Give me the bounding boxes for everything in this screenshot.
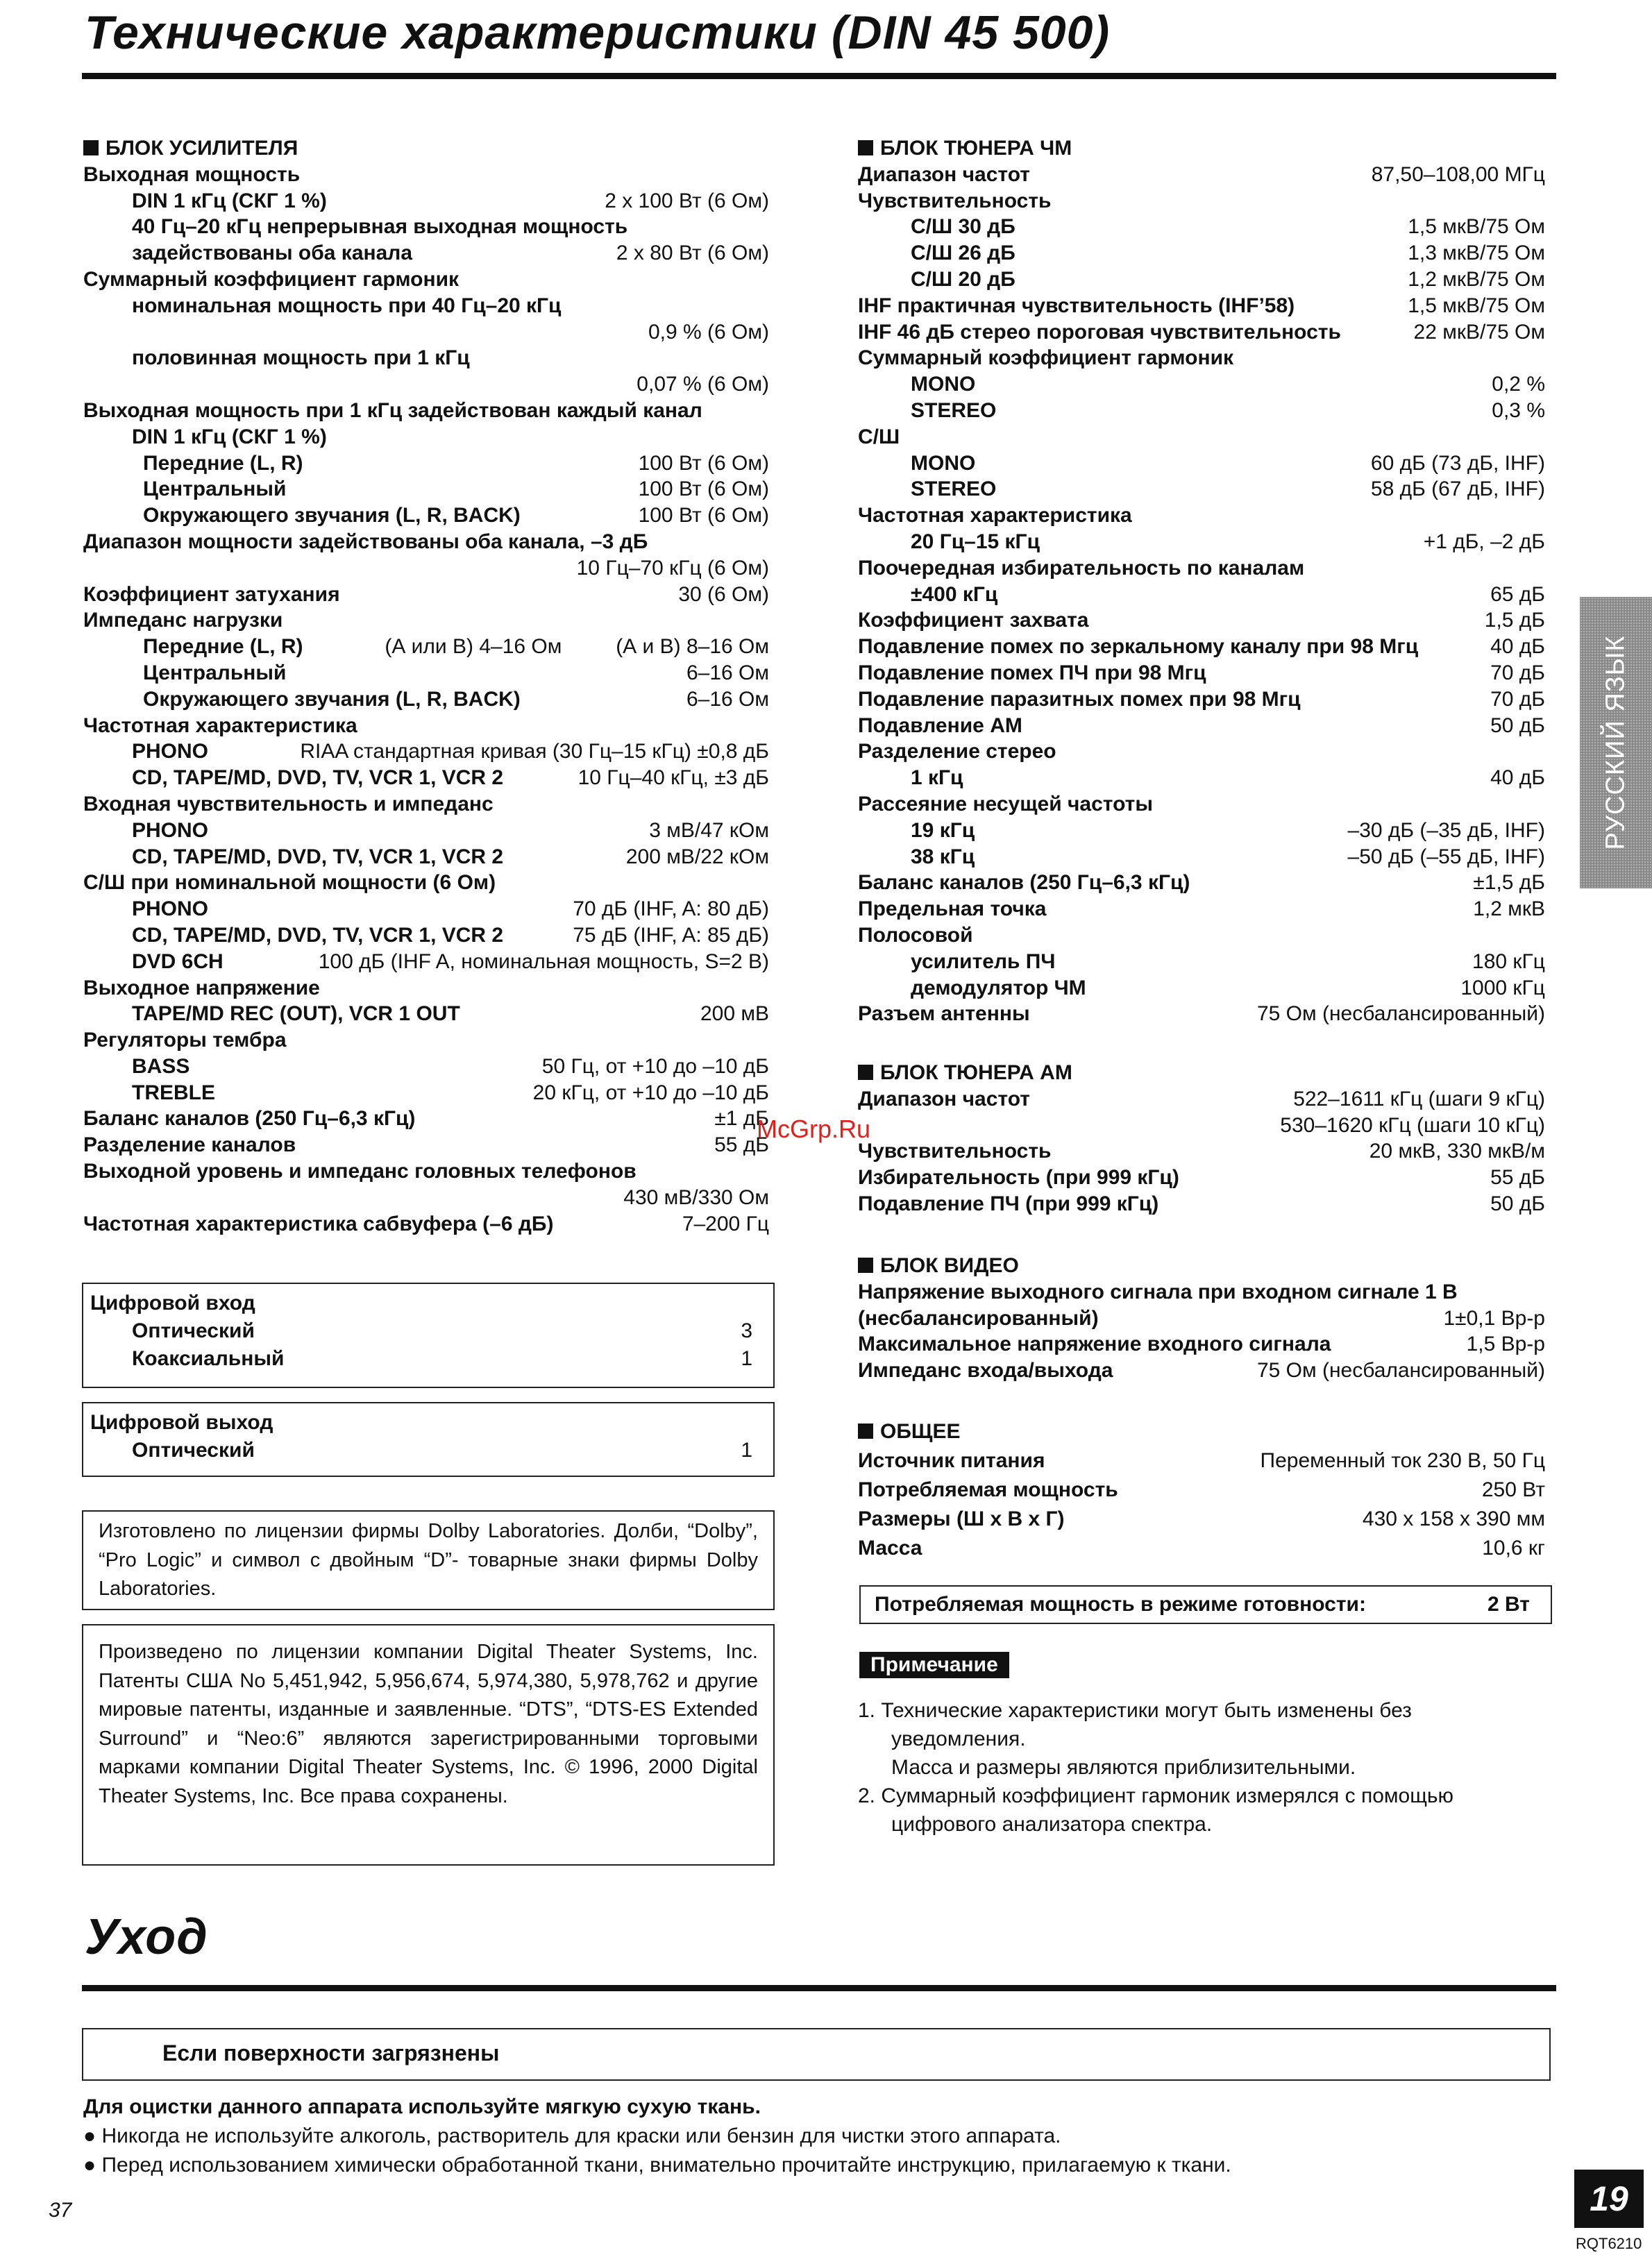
general-heading: ОБЩЕЕ (858, 1417, 1545, 1446)
bullet-square-icon (858, 1065, 873, 1080)
spec-line: Диапазон мощности задействованы оба канала, –3 дБ (83, 530, 648, 553)
care-box-title: Если поверхности загрязнены (162, 2041, 500, 2066)
spec-line: 40 Гц–20 кГц непрерывная выходная мощность (132, 215, 628, 239)
note-item: Масса и размеры являются приблизительными. (891, 1756, 1356, 1779)
spec-row: С/Ш 20 дБ 1,2 мкВ/75 Ом (911, 267, 1545, 291)
spec-line: Частотная характеристика (83, 713, 357, 737)
spec-row: PHONO 70 дБ (IHF, A: 80 дБ) (132, 897, 769, 921)
spec-row: 1 кГц 40 дБ (911, 766, 1545, 790)
am-heading: БЛОК ТЮНЕРА AM (858, 1060, 1545, 1086)
spec-row: Источник питания Переменный ток 230 В, 50 Гц (858, 1449, 1545, 1472)
video-heading: БЛОК ВИДЕО (858, 1253, 1545, 1279)
spec-row: Коэффициент затухания 30 (6 Ом) (83, 582, 769, 606)
spec-row: Частотная характеристика сабвуфера (–6 дБ) 7–200 Гц (83, 1212, 769, 1235)
spec-row: STEREO 58 дБ (67 дБ, IHF) (911, 478, 1545, 501)
notes-list (858, 1696, 1552, 1839)
am-tuner-section (858, 1060, 1545, 1217)
spec-row: PHONO RIAA стандартная кривая (30 Гц–15 кГц) ±0,8 дБ (132, 740, 769, 763)
fm-tuner-section (858, 135, 1545, 1027)
spec-row: задействованы оба канала 2 x 80 Вт (6 Ом) (132, 242, 769, 265)
bullet-square-icon (858, 1424, 873, 1439)
spec-row: Оптический 3 (132, 1319, 752, 1342)
spec-row: Окружающего звучания (L, R, BACK) 100 Вт (6 Ом) (143, 504, 769, 527)
spec-line: Выходная мощность (83, 162, 301, 186)
bullet-square-icon (83, 140, 99, 155)
spec-row: Максимальное напряжение входного сигнала 1,5 Вр-р (858, 1333, 1545, 1356)
spec-row: Коэффициент захвата 1,5 дБ (858, 609, 1545, 632)
spec-row: DVD 6CH 100 дБ (IHF A, номинальная мощность, S=2 В) (132, 949, 769, 973)
fm-heading: БЛОК ТЮНЕРА ЧМ (858, 135, 1545, 162)
bullet-dot-icon: ● (83, 2154, 102, 2177)
spec-line: номинальная мощность при 40 Гц–20 кГц (132, 294, 562, 317)
spec-line: Входная чувствительность и импеданс (83, 792, 494, 816)
care-rule (82, 1985, 1556, 1991)
spec-row: Баланс каналов (250 Гц–6,3 кГц) ±1 дБ (83, 1107, 769, 1131)
bullet-square-icon (858, 140, 873, 155)
note-item: уведомления. (891, 1727, 1026, 1750)
care-text (83, 2093, 1555, 2180)
spec-row: PHONO 3 мВ/47 кОм (132, 818, 769, 842)
spec-row: MONO 60 дБ (73 дБ, IHF) (911, 451, 1545, 475)
title-rule (82, 73, 1556, 79)
spec-row: BASS 50 Гц, от +10 до –10 дБ (132, 1054, 769, 1078)
spec-line: С/Ш при номинальной мощности (6 Ом) (83, 871, 496, 895)
bullet-square-icon (858, 1258, 873, 1273)
spec-row: (несбалансированный) 1±0,1 Вр-р (858, 1306, 1545, 1330)
spec-row: Разъем антенны 75 Ом (несбалансированный) (858, 1002, 1545, 1026)
spec-row: Потребляемая мощность 250 Вт (858, 1478, 1545, 1501)
spec-row: MONO 0,2 % (911, 373, 1545, 396)
spec-value: 0,07 % (6 Ом) (637, 373, 769, 396)
digital-input-box (82, 1283, 775, 1388)
note-item: цифрового анализатора спектра. (891, 1813, 1213, 1836)
spec-row: Передние (L, R) (А или В) 4–16 Ом (А и В) 8–16 Ом (143, 635, 769, 659)
spec-line: С/Ш (858, 425, 900, 448)
spec-row: CD, TAPE/MD, DVD, TV, VCR 1, VCR 2 75 дБ (IHF, A: 85 дБ) (132, 923, 769, 947)
spec-line: Частотная характеристика (858, 504, 1132, 527)
amplifier-section (83, 135, 769, 1237)
spec-line: Импеданс нагрузки (83, 609, 283, 632)
spec-line: Суммарный коэффициент гармоник (858, 346, 1234, 370)
spec-value: 10 Гц–70 кГц (6 Ом) (576, 556, 769, 580)
spec-row: Чувствительность 20 мкВ, 330 мкВ/м (858, 1140, 1545, 1163)
spec-row: Подавление помех по зеркальному каналу при 98 Мгц 40 дБ (858, 635, 1545, 659)
document-code: RQT6210 (1576, 2235, 1642, 2252)
spec-row: Баланс каналов (250 Гц–6,3 кГц) ±1,5 дБ (858, 871, 1545, 895)
spec-row: Оптический 1 (132, 1439, 752, 1462)
amplifier-heading: БЛОК УСИЛИТЕЛЯ (83, 135, 769, 162)
box-title: Цифровой вход (90, 1292, 255, 1315)
spec-row: Диапазон частот 87,50–108,00 МГц (858, 162, 1545, 186)
spec-row: С/Ш 26 дБ 1,3 мкВ/75 Ом (911, 242, 1545, 265)
spec-row: Подавление помех ПЧ при 98 Мгц 70 дБ (858, 661, 1545, 684)
spec-value: 430 мВ/330 Ом (623, 1185, 769, 1209)
spec-row: 20 Гц–15 кГц +1 дБ, –2 дБ (911, 530, 1545, 553)
spec-row: CD, TAPE/MD, DVD, TV, VCR 1, VCR 2 200 мВ/22 кОм (132, 845, 769, 868)
spec-line: Суммарный коэффициент гармоник (83, 267, 460, 291)
spec-row: Потребляемая мощность в режиме готовности: 2 Вт (875, 1593, 1530, 1616)
spec-line: Напряжение выходного сигнала при входном сигнале 1 В (858, 1280, 1458, 1303)
spec-row: Импеданс входа/выхода 75 Ом (несбалансированный) (858, 1359, 1545, 1383)
spec-line: Разделение стерео (858, 740, 1056, 763)
page-number-right: 19 (1574, 2170, 1644, 2228)
spec-row: Окружающего звучания (L, R, BACK) 6–16 Ом (143, 687, 769, 711)
spec-row: Центральный 6–16 Ом (143, 661, 769, 684)
page-number-left: 37 (49, 2199, 72, 2222)
spec-row: Диапазон частот 522–1611 кГц (шаги 9 кГц) (858, 1087, 1545, 1110)
digital-output-box (82, 1402, 775, 1477)
video-section (858, 1253, 1545, 1384)
care-intro: Для оцистки данного аппарата используйте мягкую сухую ткань. (83, 2095, 761, 2118)
box-title: Цифровой выход (90, 1411, 273, 1434)
spec-line: Чувствительность (858, 189, 1052, 212)
spec-line: Поочередная избирательность по каналам (858, 556, 1305, 580)
spec-row: Размеры (Ш x В x Г) 430 x 158 x 390 мм (858, 1507, 1545, 1530)
note-badge (859, 1652, 1009, 1678)
spec-row: IHF практичная чувствительность (IHF’58) 1,5 мкВ/75 Ом (858, 294, 1545, 317)
spec-row: Масса 10,6 кг (858, 1537, 1545, 1560)
spec-value: 0,9 % (6 Ом) (648, 320, 769, 344)
spec-line: Регуляторы тембра (83, 1029, 287, 1052)
note-item: 2. Суммарный коэффициент гармоник измерялся с помощью (858, 1784, 1454, 1807)
spec-row: Подавление паразитных помех при 98 Мгц 70 дБ (858, 687, 1545, 711)
spec-row: TAPE/MD REC (OUT), VCR 1 OUT 200 мВ (132, 1002, 769, 1026)
spec-row: Подавление AM 50 дБ (858, 713, 1545, 737)
dts-notice: Произведено по лицензии компании Digital Theater Systems, Inc. Патенты США No 5,451,942, 5,956,674, 5,974,380, 5,978,762 и другие мировые патенты, изданные и заявленные. “DTS”, “DTS-ES Extended Surround” и “Neo:6” являются зарегистрированными торговыми марками компании Digital Theater Systems, Inc. © 1996, 2000 Digital Theater Systems, Inc. Все права сохранены. (82, 1624, 775, 1866)
care-box (82, 2028, 1551, 2081)
standby-power-box (859, 1585, 1552, 1624)
spec-row: STEREO 0,3 % (911, 398, 1545, 422)
care-title: Уход (85, 1909, 208, 1965)
dolby-notice: Изготовлено по лицензии фирмы Dolby Laboratories. Долби, “Dolby”, “Pro Logic” и символ с двойным “D”- товарные знаки фирмы Dolby Laboratories. (82, 1510, 775, 1610)
spec-line: Полосовой (858, 923, 973, 947)
spec-row: 19 кГц –30 дБ (–35 дБ, IHF) (911, 818, 1545, 842)
note-item: 1. Технические характеристики могут быть изменены без (858, 1699, 1412, 1722)
spec-line: Выходное напряжение (83, 976, 320, 999)
spec-row: CD, TAPE/MD, DVD, TV, VCR 1, VCR 2 10 Гц–40 кГц, ±3 дБ (132, 766, 769, 790)
spec-row: Коаксиальный 1 (132, 1347, 752, 1370)
spec-line: Рассеяние несущей частоты (858, 792, 1153, 816)
spec-line: DIN 1 кГц (СКГ 1 %) (132, 425, 327, 448)
spec-row: Предельная точка 1,2 мкВ (858, 897, 1545, 921)
care-bullet: ● Перед использованием химически обработанной ткани, внимательно прочитайте инструкцию, прилагаемую к ткани. (83, 2154, 1231, 2177)
spec-line: Выходная мощность при 1 кГц задействован каждый канал (83, 398, 702, 422)
care-bullet: ● Никогда не используйте алкоголь, растворитель для краски или бензин для чистки этого аппарата. (83, 2124, 1061, 2147)
spec-row: Центральный 100 Вт (6 Ом) (143, 478, 769, 501)
spec-row: Подавление ПЧ (при 999 кГц) 50 дБ (858, 1192, 1545, 1215)
note-label: Примечание (859, 1652, 1009, 1678)
spec-row: DIN 1 кГц (СКГ 1 %) 2 x 100 Вт (6 Ом) (132, 189, 769, 212)
spec-row: демодулятор ЧМ 1000 кГц (911, 976, 1545, 999)
spec-row: IHF 46 дБ стерео пороговая чувствительность 22 мкВ/75 Ом (858, 320, 1545, 344)
spec-row: ±400 кГц 65 дБ (911, 582, 1545, 606)
page-title: Технические характеристики (DIN 45 500) (85, 6, 1111, 59)
spec-row: TREBLE 20 кГц, от +10 до –10 дБ (132, 1081, 769, 1104)
spec-line: половинная мощность при 1 кГц (132, 346, 470, 370)
language-tab: РУССКИЙ ЯЗЫК (1580, 597, 1652, 888)
watermark: McGrp.Ru (757, 1115, 871, 1143)
bullet-dot-icon: ● (83, 2124, 102, 2147)
spec-row: 38 кГц –50 дБ (–55 дБ, IHF) (911, 845, 1545, 868)
spec-row: С/Ш 30 дБ 1,5 мкВ/75 Ом (911, 215, 1545, 239)
spec-line: Выходной уровень и импеданс головных телефонов (83, 1160, 637, 1183)
spec-row: Передние (L, R) 100 Вт (6 Ом) (143, 451, 769, 475)
spec-row: Разделение каналов 55 дБ (83, 1133, 769, 1157)
spec-row: усилитель ПЧ 180 кГц (911, 949, 1545, 973)
general-section (858, 1417, 1545, 1563)
spec-value: 530–1620 кГц (шаги 10 кГц) (1280, 1113, 1545, 1137)
spec-row: Избирательность (при 999 кГц) 55 дБ (858, 1166, 1545, 1190)
